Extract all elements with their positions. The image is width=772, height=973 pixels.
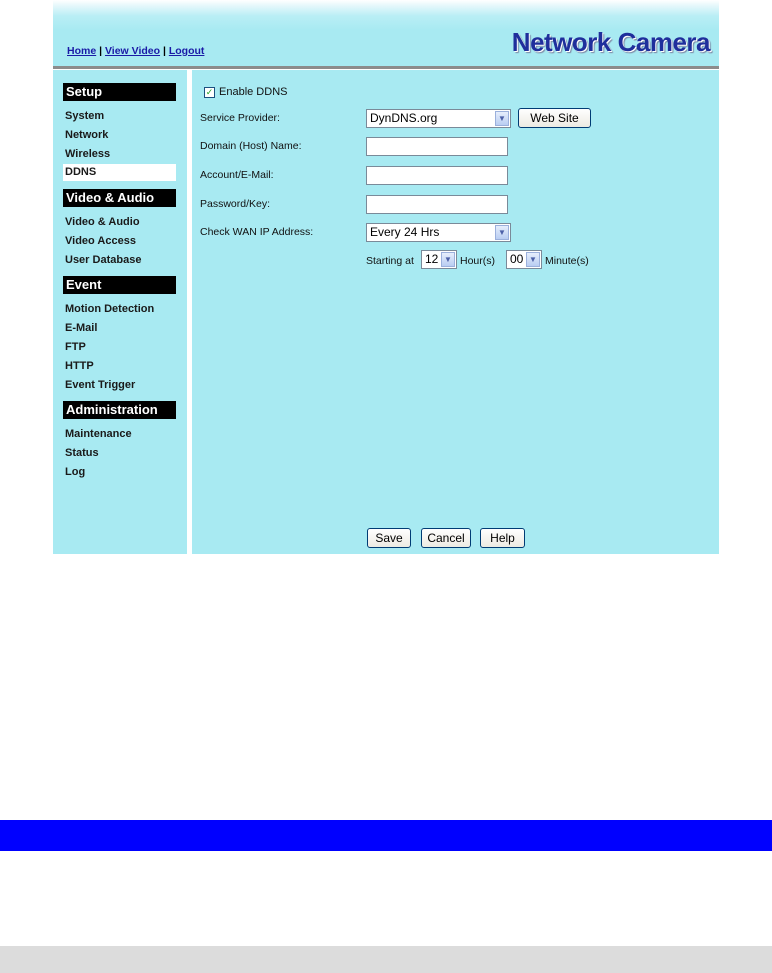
sidebar-item-user-database[interactable]: User Database [65,254,142,266]
cancel-button[interactable]: Cancel [421,528,471,548]
sidebar-item-email[interactable]: E-Mail [65,322,98,334]
brand-logo: Network Camera [511,27,710,57]
domain-name-input[interactable] [366,137,508,156]
password-key-input[interactable] [366,195,508,214]
enable-ddns-checkbox[interactable]: ✓ [205,87,214,97]
minute-unit-label: Minute(s) [545,255,589,267]
grey-footer-band [0,946,772,973]
start-minute-select[interactable] [506,250,542,269]
sidebar-section-event: Event [63,276,176,294]
check-wan-ip-label: Check WAN IP Address: [200,226,314,238]
service-provider-value: DynDNS.org [370,111,438,125]
link-separator: | [162,45,166,57]
header-divider [53,66,719,69]
start-hour-value: 12 [425,252,439,266]
sidebar-section-administration: Administration [63,401,176,419]
logout-link[interactable]: Logout [168,45,205,57]
hour-unit-label: Hour(s) [460,255,496,267]
starting-at-label: Starting at [366,255,414,267]
chevron-down-icon: ▼ [441,252,455,267]
blue-divider-band [0,820,772,851]
sidebar-item-event-trigger[interactable]: Event Trigger [65,379,136,391]
view-video-link[interactable]: View Video [104,45,161,57]
sidebar-item-ddns[interactable]: DDNS [63,164,176,181]
sidebar-item-http[interactable]: HTTP [65,360,94,372]
sidebar-item-ftp[interactable]: FTP [65,341,86,353]
home-link[interactable]: Home [67,45,97,57]
sidebar-item-status[interactable]: Status [65,447,99,459]
check-wan-ip-value: Every 24 Hrs [370,225,440,239]
start-minute-value: 00 [510,252,524,266]
web-site-button[interactable]: Web Site [518,108,591,128]
top-links [67,45,204,57]
chevron-down-icon: ▼ [495,111,509,126]
check-wan-ip-select[interactable] [366,223,511,242]
link-separator: | [99,45,103,57]
save-button[interactable]: Save [367,528,411,548]
sidebar [53,70,187,554]
start-hour-select[interactable] [421,250,457,269]
sidebar-item-motion-detection[interactable]: Motion Detection [65,303,155,315]
account-email-input[interactable] [366,166,508,185]
sidebar-section-video-audio: Video & Audio [63,189,176,207]
chevron-down-icon: ▼ [526,252,540,267]
service-provider-label: Service Provider: [200,112,280,124]
sidebar-item-video-audio[interactable]: Video & Audio [65,216,140,228]
password-key-label: Password/Key: [200,198,271,210]
sidebar-item-wireless[interactable]: Wireless [65,148,111,160]
sidebar-item-log[interactable]: Log [65,466,86,478]
sidebar-item-network[interactable]: Network [65,129,109,141]
sidebar-section-setup: Setup [63,83,176,101]
domain-name-label: Domain (Host) Name: [200,140,302,152]
sidebar-item-maintenance[interactable]: Maintenance [65,428,132,440]
sidebar-item-video-access[interactable]: Video Access [65,235,136,247]
enable-ddns-label: Enable DDNS [219,86,288,98]
help-button[interactable]: Help [480,528,525,548]
chevron-down-icon: ▼ [495,225,509,240]
service-provider-select[interactable] [366,109,511,128]
sidebar-item-system[interactable]: System [65,110,105,122]
account-email-label: Account/E-Mail: [200,169,274,181]
ddns-settings-panel [192,70,719,554]
